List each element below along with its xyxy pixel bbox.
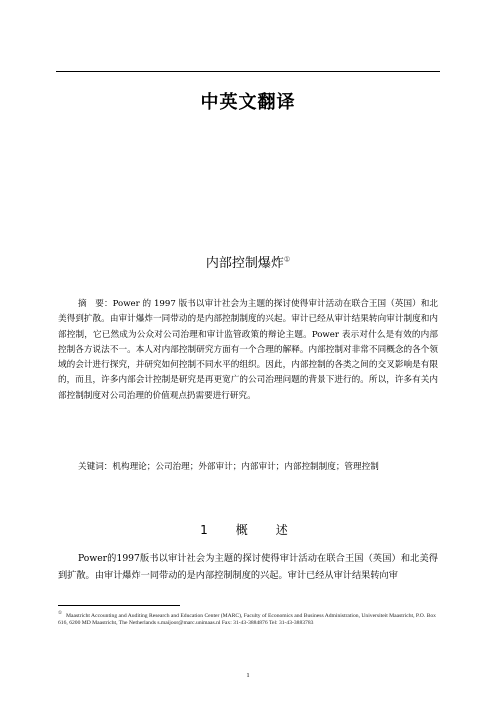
keywords-label: 关键词： xyxy=(78,462,113,472)
footnote-reference[interactable]: ① xyxy=(283,255,291,264)
footnote-rule xyxy=(58,605,180,606)
article-title-text: 内部控制爆炸 xyxy=(205,256,284,271)
article-title xyxy=(0,252,496,271)
footnote-text: Maastricht Accounting and Auditing Research and Education Center (MARC), Faculty of Economics and Business Administration, Universiteit Maastricht, P.O. Box 616, 6200 MD Maastricht, The Netherlands s.maijoor@marc.unimaas.nl Fax: 31-43-3884876 Tel: 31-43-3883783 xyxy=(58,612,436,627)
keywords-text: 机构理论；公司治理；外部审计；内部审计；内部控制制度；管理控制 xyxy=(112,462,379,472)
section-heading: 1 概 述 xyxy=(200,523,296,537)
body-paragraph: Power的1997版书以审计社会为主题的探讨使得审计活动在联合王国（英国）和北美得到扩散。由审计爆炸一同带动的是内部控制制度的兴起。审计已经从审计结果转向审 xyxy=(58,553,438,581)
header-rule xyxy=(56,71,440,72)
abstract-label: 摘 要： xyxy=(78,299,113,309)
footnote xyxy=(58,609,442,628)
abstract-paragraph xyxy=(58,297,438,404)
document-title: 中英文翻译 xyxy=(200,92,296,113)
keywords-line xyxy=(78,460,438,474)
footnote-mark: ① xyxy=(58,610,63,615)
abstract-text: Power 的 1997 版书以审计社会为主题的探讨使得审计活动在联合王国（英国）和北美得到扩散。由审计爆炸一同带动的是内部控制制度的兴起。审计已经从审计结果转向审计制度和内部控制，它已然成为公众对公司治理和审计监管政策的辩论主题。Power 表示对什么是有效的内部控制各方说法不一。本人对内部控制研究方面有一个合理的解释。内部控制对非常不同概念的各个领域的会计进行探究，并研究如何控制不同水平的组织。因此，内部控制的各类之间的交叉影响是有限的，而且，许多内部会计控制是研究是再更宽广的公司治理问题的背景下进行的。所以，许多有关内部控制制度对公司治理的价值观点扔需要进行研究。 xyxy=(58,299,438,401)
page-number: 1 xyxy=(246,672,250,679)
